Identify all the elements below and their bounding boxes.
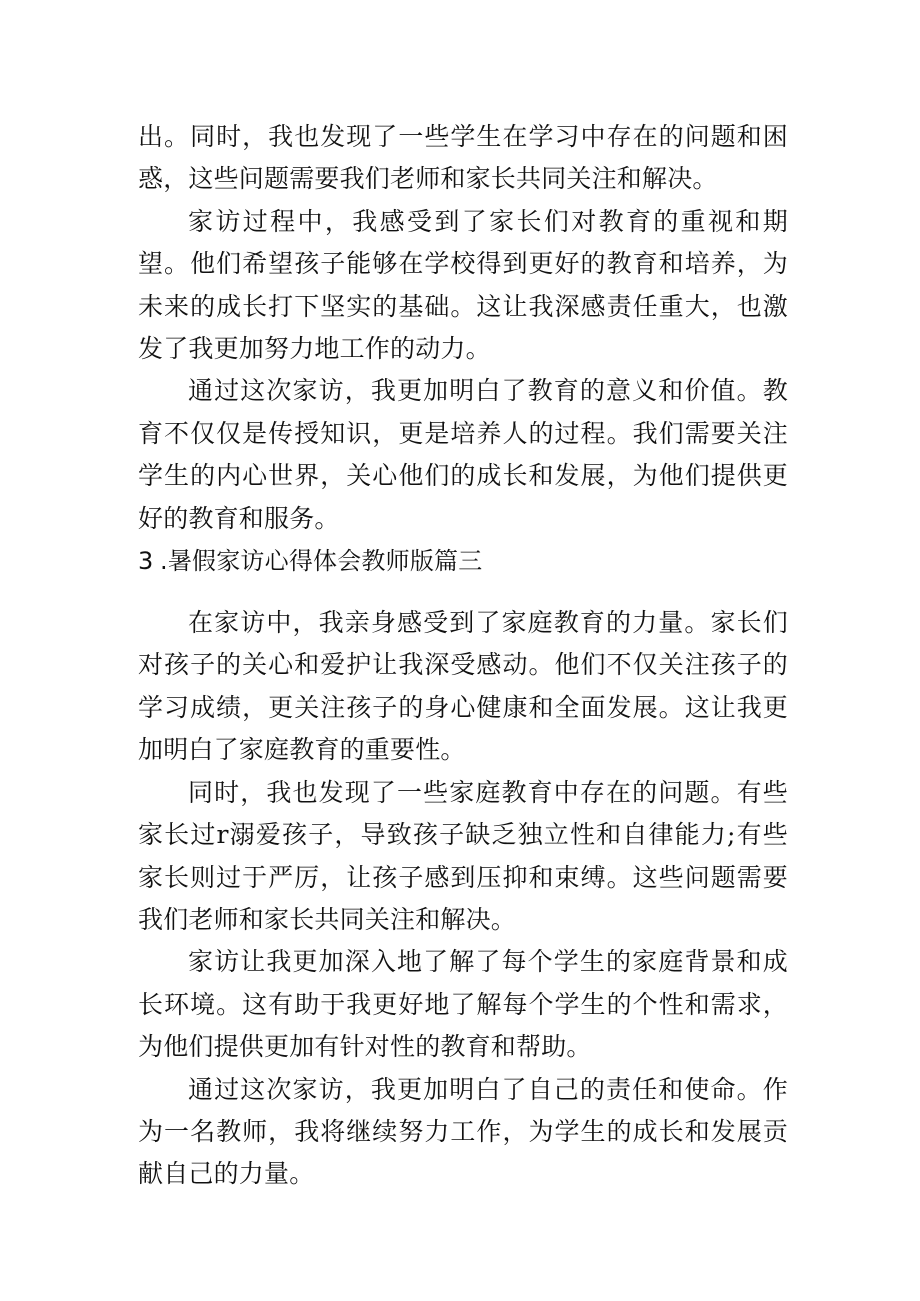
paragraph-continued: 出。同时，我也发现了一些学生在学习中存在的问题和困惑，这些问题需要我们老师和家长共同关注和解决。 bbox=[138, 122, 788, 194]
section-title: .暑假家访心得体会教师版篇三 bbox=[160, 547, 483, 576]
document-body bbox=[138, 116, 788, 1196]
paragraph: 家访过程中，我感受到了家长们对教育的重视和期望。他们希望孩子能够在学校得到更好的教育和培养，为未来的成长打下坚实的基础。这让我深感责任重大，也激发了我更加努力地工作的动力。 bbox=[138, 206, 788, 364]
section-number: 3 bbox=[138, 547, 154, 576]
paragraph: 通过这次家访，我更加明白了自己的责任和使命。作为一名教师，我将继续努力工作，为学生的成长和发展贡献自己的力量。 bbox=[138, 1074, 788, 1189]
paragraph: 家访让我更加深入地了解了每个学生的家庭背景和成长环境。这有助于我更好地了解每个学生的个性和需求，为他们提供更加有针对性的教育和帮助。 bbox=[138, 947, 788, 1062]
paragraph: 在家访中，我亲身感受到了家庭教育的力量。家长们对孩子的关心和爱护让我深受感动。他们不仅关注孩子的学习成绩，更关注孩子的身心健康和全面发展。这让我更加明白了家庭教育的重要性。 bbox=[138, 608, 788, 765]
section-heading bbox=[138, 540, 788, 602]
paragraph: 通过这次家访，我更加明白了教育的意义和价值。教育不仅仅是传授知识，更是培养人的过程。我们需要关注学生的内心世界，关心他们的成长和发展，为他们提供更好的教育和服务。 bbox=[138, 376, 788, 533]
paragraph: 同时，我也发现了一些家庭教育中存在的问题。有些家长过r溺爱孩子，导致孩子缺乏独立性和自律能力;有些家长则过于严厉，让孩子感到压抑和束缚。这些问题需要我们老师和家长共同关注和解决。 bbox=[138, 777, 788, 934]
